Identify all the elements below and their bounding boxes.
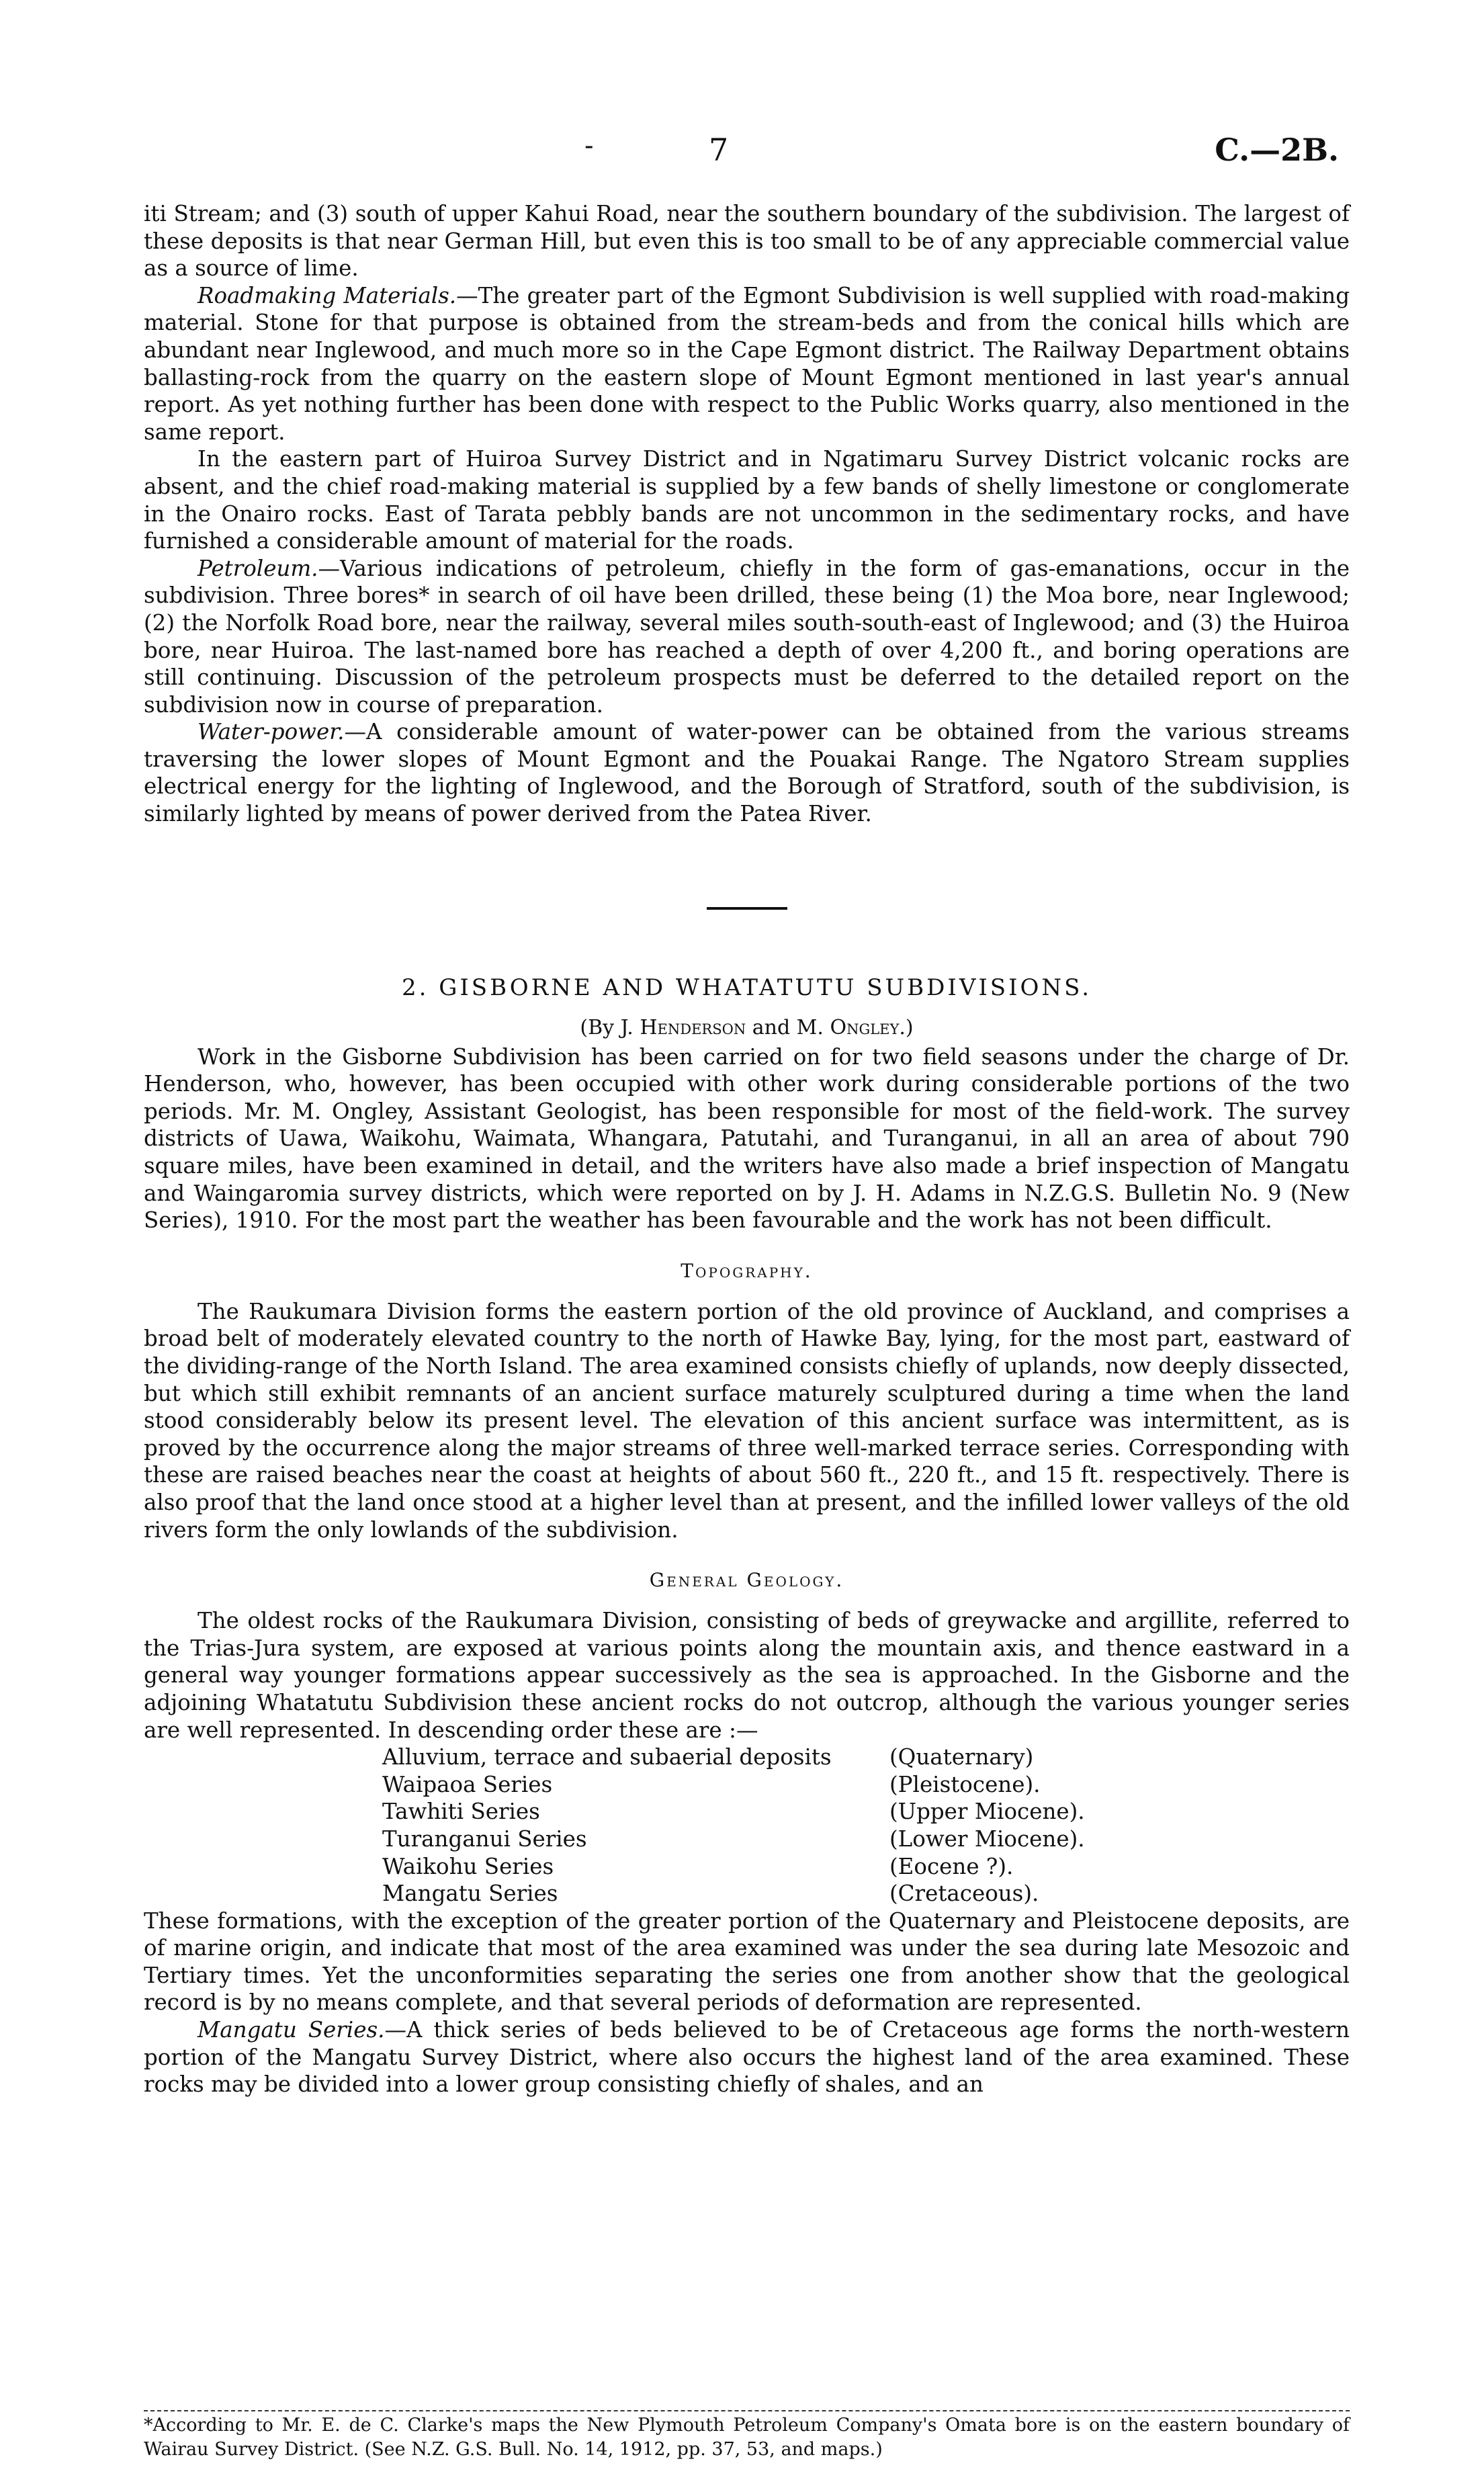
paragraph-general-geology: The oldest rocks of the Raukumara Division, consisting of beds of greywacke and argillite, referred to the Trias-Jura system, are exposed at various points along the mountain axis, and thence eastward in a general way younger formations appear successively as the sea is approached. In the Gisborne and the adjoining Whatatutu Subdivision these ancient rocks do not outcrop, although the various younger series are well represented. In descending order these are :—: [144, 1608, 1350, 1743]
paragraph-huiroa: In the eastern part of Huiroa Survey District and in Ngatimaru Survey District volcanic rocks are absent, and the chief road-making material is supplied by a few bands of shelly limestone or conglomerate in the Onairo rocks. East of Tarata pebbly bands are not uncommon in the sedimentary rocks, and have furnished a considerable amount of material for the roads.: [144, 446, 1350, 554]
footnote-divider: [144, 2410, 1350, 2411]
byline: [144, 1016, 1350, 1039]
series-name: Waipaoa Series: [382, 1771, 553, 1797]
roadmaking-heading: Roadmaking Materials.: [198, 282, 457, 308]
general-geology-heading: General Geology.: [649, 1569, 844, 1592]
water-power-text: —A considerable amount of water-power can be obtained from the various streams traversing the lower slopes of Mount Egmont and the Pouakai Range. The Ngatoro Stream supplies electrical energy for the lighting of Inglewood, and the Borough of Stratford, south of the subdivision, is similarly lighted by means of power derived from the Patea River.: [144, 719, 1350, 827]
paragraph-roadmaking: [144, 282, 1350, 446]
byline-prefix: (By J.: [580, 1015, 640, 1039]
table-row: [382, 1771, 1085, 1799]
table-row: [382, 1853, 1085, 1881]
page-body: [144, 200, 1350, 2098]
table-row: [382, 1880, 1085, 1908]
series-name: Mangatu Series: [382, 1881, 558, 1907]
table-row: [382, 1826, 1085, 1853]
header-mark: -: [584, 130, 594, 161]
table-row: [382, 1798, 1085, 1826]
series-name: Alluvium, terrace and subaerial deposits: [382, 1744, 832, 1770]
petroleum-text: —Various indications of petroleum, chiefly in the form of gas-emanations, occur in the subdivision. Three bores* in search of oil have been drilled, these being (1) the Moa bore, near Inglewood; (2) the Norfolk Road bore, near the railway, several miles south-south-east of Inglewood; and (3) the Huiroa bore, near Huiroa. The last-named bore has reached a depth of over 4,200 ft., and boring operations are still continuing. Discussion of the petroleum prospects must be deferred to the detailed report on the subdivision now in course of preparation.: [144, 555, 1350, 718]
page-header: [0, 132, 1484, 172]
paragraph-mangatu: [144, 2016, 1350, 2098]
series-age: (Quaternary): [889, 1744, 1034, 1770]
page-number: 7: [709, 132, 729, 168]
water-power-heading: Water-power.: [198, 719, 345, 745]
series-name: Tawhiti Series: [382, 1799, 540, 1825]
author-henderson: Henderson: [640, 1015, 746, 1039]
footnote: *According to Mr. E. de C. Clarke's maps the New Plymouth Petroleum Company's Omata bore is on the eastern boundary of Wairau Survey District. (See N.Z. G.S. Bull. No. 14, 1912, pp. 37, 53, and maps.): [144, 2415, 1350, 2460]
mangatu-heading: Mangatu Series.: [198, 2017, 385, 2043]
paragraph-petroleum: [144, 555, 1350, 719]
byline-mid: and M.: [746, 1015, 830, 1039]
paragraph-formations: These formations, with the exception of the greater portion of the Quaternary and Pleistocene deposits, are of marine origin, and indicate that most of the area examined was under the sea during late Mesozoic and Tertiary times. Yet the unconformities separating the series one from another show that the geological record is by no means complete, and that several periods of deformation are represented.: [144, 1908, 1350, 2016]
series-age: (Pleistocene).: [889, 1771, 1041, 1797]
paragraph-intro: Work in the Gisborne Subdivision has been carried on for two field seasons under the charge of Dr. Henderson, who, however, has been occupied with other work during considerable portions of the two periods. Mr. M. Ongley, Assistant Geologist, has been responsible for most of the field-work. The survey districts of Uawa, Waikohu, Waimata, Whangara, Patutahi, and Turanganui, in all an area of about 790 square miles, have been examined in detail, and the writers have also made a brief inspection of Mangatu and Waingaromia survey districts, which were reported on by J. H. Adams in N.Z.G.S. Bulletin No. 9 (New Series), 1910. For the most part the weather has been favourable and the work has not been difficult.: [144, 1043, 1350, 1234]
table-row: [382, 1744, 1085, 1771]
section-title: 2. GISBORNE AND WHATATUTU SUBDIVISIONS.: [401, 974, 1092, 1001]
series-age: (Lower Miocene).: [889, 1826, 1085, 1852]
paragraph-topography: The Raukumara Division forms the eastern portion of the old province of Auckland, and comprises a broad belt of moderately elevated country to the north of Hawke Bay, lying, for the most part, eastward of the dividing-range of the North Island. The area examined consists chiefly of uplands, now deeply dissected, but which still exhibit remnants of an ancient surface maturely sculptured during a time when the land stood considerably below its present level. The elevation of this ancient surface was intermittent, as is proved by the occurrence along the major streams of three well-marked terrace series. Corresponding with these are raised beaches near the coast at heights of about 560 ft., 220 ft., and 15 ft. respectively. There is also proof that the land once stood at a higher level than at present, and the infilled lower valleys of the old rivers form the only lowlands of the subdivision.: [144, 1298, 1350, 1543]
mangatu-text: —A thick series of beds believed to be of Cretaceous age forms the north-western portion of the Mangatu Survey District, where also occurs the highest land of the area examined. These rocks may be divided into a lower group consisting chiefly of shales, and an: [144, 2017, 1350, 2098]
series-age: (Eocene ?).: [889, 1853, 1014, 1879]
series-table: [382, 1744, 1085, 1908]
petroleum-heading: Petroleum.: [198, 555, 318, 581]
series-age: (Upper Miocene).: [889, 1799, 1085, 1825]
paragraph-water-power: [144, 718, 1350, 827]
paragraph-iti-stream: iti Stream; and (3) south of upper Kahui Road, near the southern boundary of the subdivision. The largest of these deposits is that near German Hill, but even this is too small to be of any appreciable commercial value as a source of lime.: [144, 201, 1350, 282]
series-age: (Cretaceous).: [889, 1881, 1039, 1907]
roadmaking-text: —The greater part of the Egmont Subdivision is well supplied with road-making material. Stone for that purpose is obtained from the stream-beds and from the conical hills which are abundant near Inglewood, and much more so in the Cape Egmont district. The Railway Department obtains ballasting-rock from the quarry on the eastern slope of Mount Egmont mentioned in last year's annual report. As yet nothing further has been done with respect to the Public Works quarry, also mentioned in the same report.: [144, 282, 1350, 445]
topography-heading: Topography.: [681, 1259, 813, 1282]
author-ongley: Ongley: [830, 1015, 900, 1039]
series-name: Waikohu Series: [382, 1853, 554, 1879]
section-divider: [707, 907, 787, 910]
series-name: Turanganui Series: [382, 1826, 587, 1852]
report-code: C.—2B.: [1215, 132, 1339, 168]
byline-suffix: .): [899, 1015, 914, 1039]
